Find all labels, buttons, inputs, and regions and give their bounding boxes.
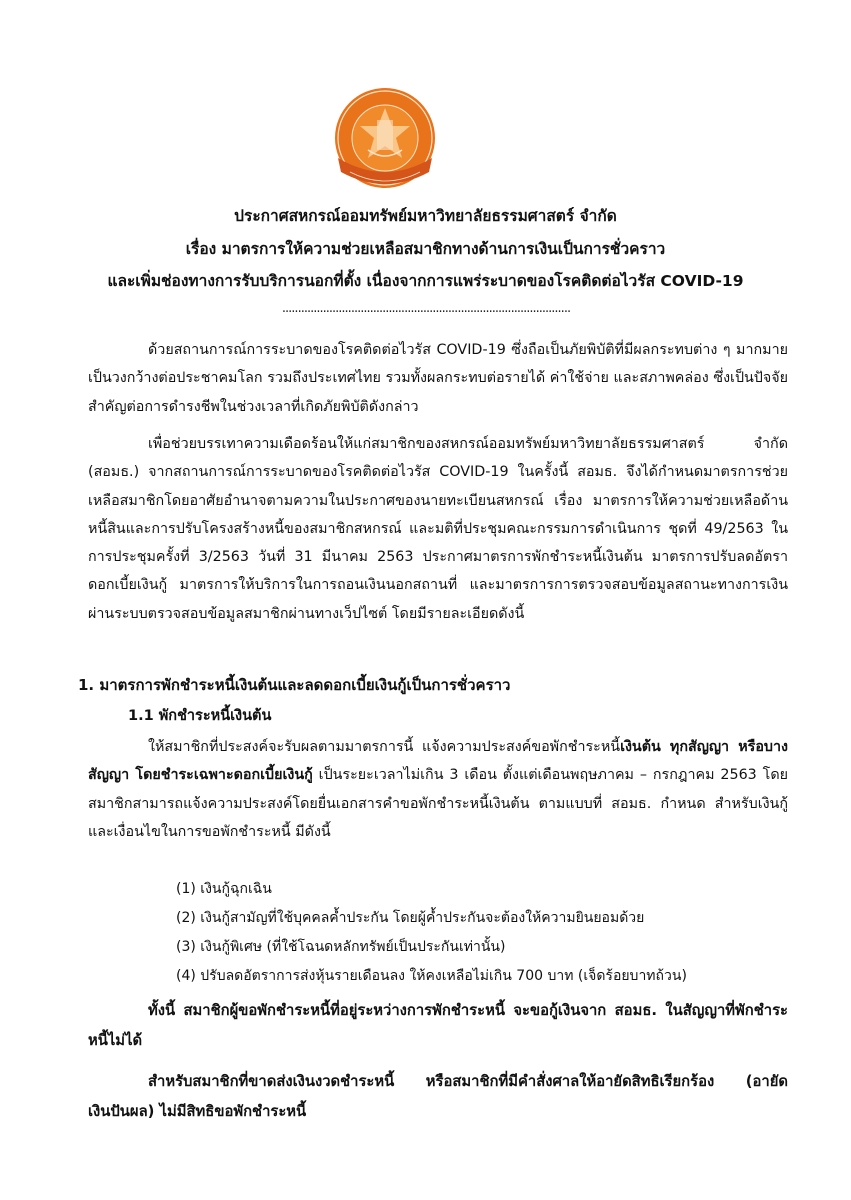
note-loan-restriction: ทั้งนี้ สมาชิกผู้ขอพักชำระหนี้ที่อยู่ระหว่างการพักชำระหนี้ จะขอกู้เงินจาก สอมธ. ในสัญญาที่พักชำระหนี้ไม่ได้ (88, 1002, 788, 1049)
list-item: (4) ปรับลดอัตราการส่งหุ้นรายเดือนลง ให้คงเหลือไม่เกิน 700 บาท (เจ็ดร้อยบาทถ้วน) (176, 968, 687, 984)
measures-paragraph: เพื่อช่วยบรรเทาความเดือดร้อนให้แก่สมาชิกของสหกรณ์ออมทรัพย์มหาวิทยาลัยธรรมศาสตร์ จำกัด (สอมธ.) จากสถานการณ์การระบาดของโรคติดต่อไวรัส COVID-19 ในครั้งนี้ สอมธ. จึงได้กำหนดมาตรการช่วยเหลือสมาชิกโดยอาศัยอำนาจตามความในประกาศของนายทะเบียนสหกรณ์ เรื่อง มาตรการให้ความช่วยเหลือด้านหนี้สินและการปรับโครงสร้างหนี้ของสมาชิกสหกรณ์ และมติที่ประชุมคณะกรรมการดำเนินการ ชุดที่ 49/2563 ในการประชุมครั้งที่ 3/2563 วันที่ 31 มีนาคม 2563 ประกาศมาตรการพักชำระหนี้เงินต้น มาตรการปรับลดอัตราดอกเบี้ยเงินกู้ มาตรการให้บริการในการถอนเงินนอกสถานที่ และมาตรการการตรวจสอบข้อมูลสถานะทางการเงินผ่านระบบตรวจสอบข้อมูลสมาชิกผ่านทางเว็ปไซต์ โดยมีรายละเอียดดังนี้ (88, 436, 788, 622)
header-line-1: ประกาศสหกรณ์ออมทรัพย์มหาวิทยาลัยธรรมศาสตร์ จำกัด (234, 207, 617, 225)
section-1-1-title: 1.1 พักชำระหนี้เงินต้น (128, 708, 272, 724)
header-line-2: เรื่อง มาตรการให้ความช่วยเหลือสมาชิกทางด้านการเงินเป็นการชั่วคราว (185, 240, 666, 258)
section-1-title: 1. มาตรการพักชำระหนี้เงินต้นและลดดอกเบี้ยเงินกู้เป็นการชั่วคราว (78, 676, 511, 694)
list-item: (1) เงินกู้ฉุกเฉิน (176, 881, 272, 897)
section-1-1-body-bold: เงินต้น ทุกสัญญา หรือบางสัญญา โดยชำระเฉพาะดอกเบี้ยเงินกู้ (88, 739, 788, 784)
header-line-3: และเพิ่มช่องทางการรับบริการนอกที่ตั้ง เนื่องจากการแพร่ระบาดของโรคติดต่อไวรัส COVID-19 (107, 272, 744, 290)
list-item: (3) เงินกู้พิเศษ (ที่ใช้โฉนดหลักทรัพย์เป็นประกันเท่านั้น) (176, 939, 506, 955)
loan-types-list (176, 875, 816, 991)
list-item: (2) เงินกู้สามัญที่ใช้บุคคลค้ำประกัน โดยผู้ค้ำประกันจะต้องให้ความยินยอมด้วย (176, 910, 645, 926)
note-ineligible-members: สำหรับสมาชิกที่ขาดส่งเงินงวดชำระหนี้ หรือสมาชิกที่มีคำสั่งศาลให้อายัดสิทธิเรียกร้อง (อายัดเงินปันผล) ไม่มีสิทธิขอพักชำระหนี้ (88, 1073, 788, 1120)
intro-paragraph: ด้วยสถานการณ์การระบาดของโรคติดต่อไวรัส COVID-19 ซึ่งถือเป็นภัยพิบัติที่มีผลกระทบต่าง ๆ มากมายเป็นวงกว้างต่อประชาคมโลก รวมถึงประเทศไทย รวมทั้งผลกระทบต่อรายได้ ค่าใช้จ่าย และสภาพคล่อง ซึ่งเป็นปัจจัยสำคัญต่อการดำรงชีพในช่วงเวลาที่เกิดภัยพิบัติดังกล่าว (88, 342, 788, 415)
cooperative-seal-logo-icon (330, 86, 440, 194)
section-1-1-body-start: ให้สมาชิกที่ประสงค์จะรับผลตามมาตรการนี้ แจ้งความประสงค์ขอพักชำระหนี้ (148, 739, 621, 755)
section-1-1-body (88, 733, 788, 846)
header-divider: ............................................................................................ (281, 301, 571, 316)
section-1-1-body-rest: เป็นระยะเวลาไม่เกิน 3 เดือน ตั้งแต่เดือนพฤษภาคม – กรกฎาคม 2563 โดยสมาชิกสามารถแจ้งความประสงค์โดยยื่นเอกสารคำขอพักชำระหนี้เงินต้น ตามแบบที่ สอมธ. กำหนด สำหรับเงินกู้และเงื่อนไขในการขอพักชำระหนี้ มีดังนี้ (88, 767, 788, 840)
